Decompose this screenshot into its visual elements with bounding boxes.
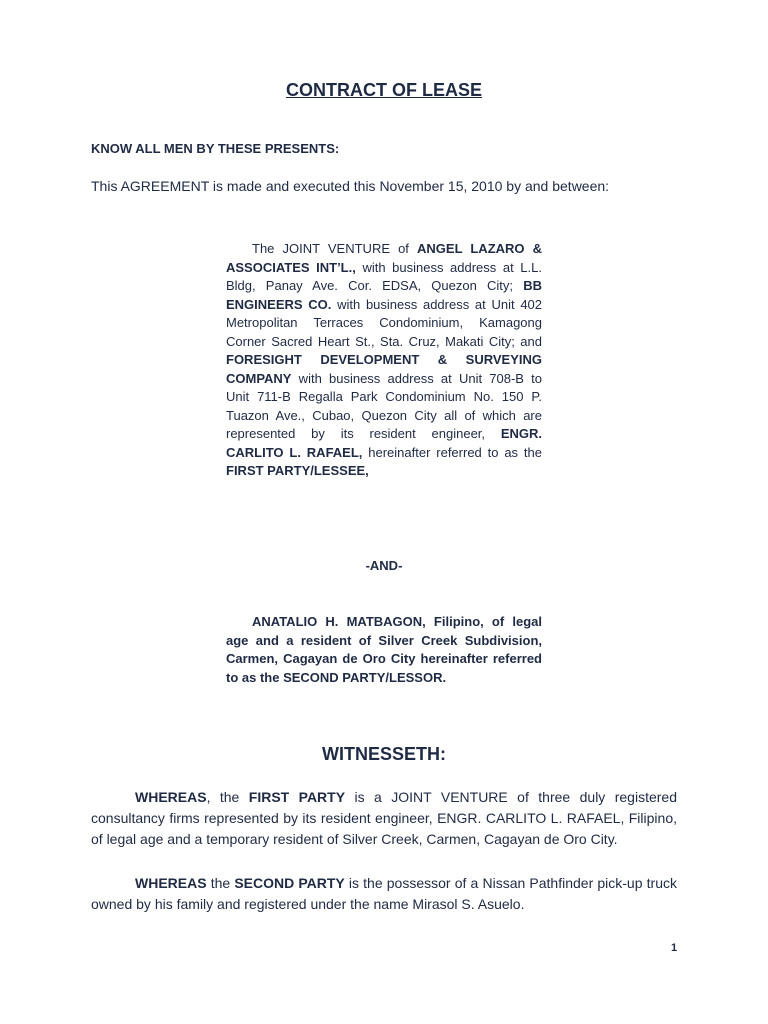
first-party-block xyxy=(226,240,542,481)
and-separator: -AND- xyxy=(365,558,403,573)
whereas-paragraph-2 xyxy=(91,873,677,915)
party2-text: ANATALIO H. MATBAGON, Filipino, of legal age and a resident of Silver Creek Subdivision, Carmen, Cagayan de Oro City hereinafter referred to as the SECOND PARTY/LESSOR. xyxy=(226,614,542,685)
party1-bold-2: BB ENGINEERS CO. xyxy=(226,278,542,312)
whereas2-text-2: is the possessor of a Nissan Pathfinder pick-up truck owned by his family and registered under the name Mirasol S. Asuelo. xyxy=(91,875,677,912)
intro-text-2: is made and executed this November 15, 2010 by and between: xyxy=(209,178,610,194)
whereas1-bold-1: WHEREAS xyxy=(135,789,207,805)
document-title: CONTRACT OF LEASE xyxy=(286,80,482,100)
party1-text-2: with business address at L.L. Bldg, Panay Ave. Cor. EDSA, Quezon City; xyxy=(226,259,542,293)
whereas2-text-1: the xyxy=(206,875,235,891)
whereas1-text-1: , the xyxy=(206,789,249,805)
whereas2-bold-1: WHEREAS xyxy=(135,875,207,891)
second-party-block xyxy=(226,613,542,687)
party1-text-4: with business address at Unit 708-B to Unit 711-B Regalla Park Condominium No. 150 P. Tuazon Ave., Cubao, Quezon City all of which are represented by its resident engineer, xyxy=(226,370,542,441)
witnesseth-heading: WITNESSETH: xyxy=(322,744,446,764)
party1-bold-1: ANGEL LAZARO & ASSOCIATES INT’L., xyxy=(226,241,542,275)
party1-bold-4: ENGR. CARLITO L. RAFAEL, xyxy=(226,426,542,460)
party1-bold-5: FIRST PARTY/LESSEE, xyxy=(226,463,369,478)
whereas-paragraph-1 xyxy=(91,787,677,850)
whereas1-text-2: is a JOINT VENTURE of three duly registered consultancy firms represented by its resident engineer, ENGR. CARLITO L. RAFAEL, Filipino, of legal age and a temporary resident of Silver Creek, Carmen, Cagayan de Oro City. xyxy=(91,789,677,847)
page-number: 1 xyxy=(671,942,678,954)
party1-text-1: The JOINT VENTURE of xyxy=(252,241,418,256)
whereas2-bold-2: SECOND PARTY xyxy=(234,875,345,891)
party1-text-3: with business address at Unit 402 Metropolitan Terraces Condominium, Kamagong Corner Sacred Heart St., Sta. Cruz, Makati City; and xyxy=(226,296,543,349)
intro-agreement: AGREEMENT xyxy=(120,178,210,194)
party1-bold-3: FORESIGHT DEVELOPMENT & SURVEYING COMPANY xyxy=(226,352,542,386)
party1-text-5: hereinafter referred to as the xyxy=(362,444,542,460)
whereas1-bold-2: FIRST PARTY xyxy=(248,789,346,805)
intro-paragraph xyxy=(91,176,677,197)
know-all-heading: KNOW ALL MEN BY THESE PRESENTS: xyxy=(91,141,340,156)
intro-text-1: This xyxy=(91,178,121,194)
